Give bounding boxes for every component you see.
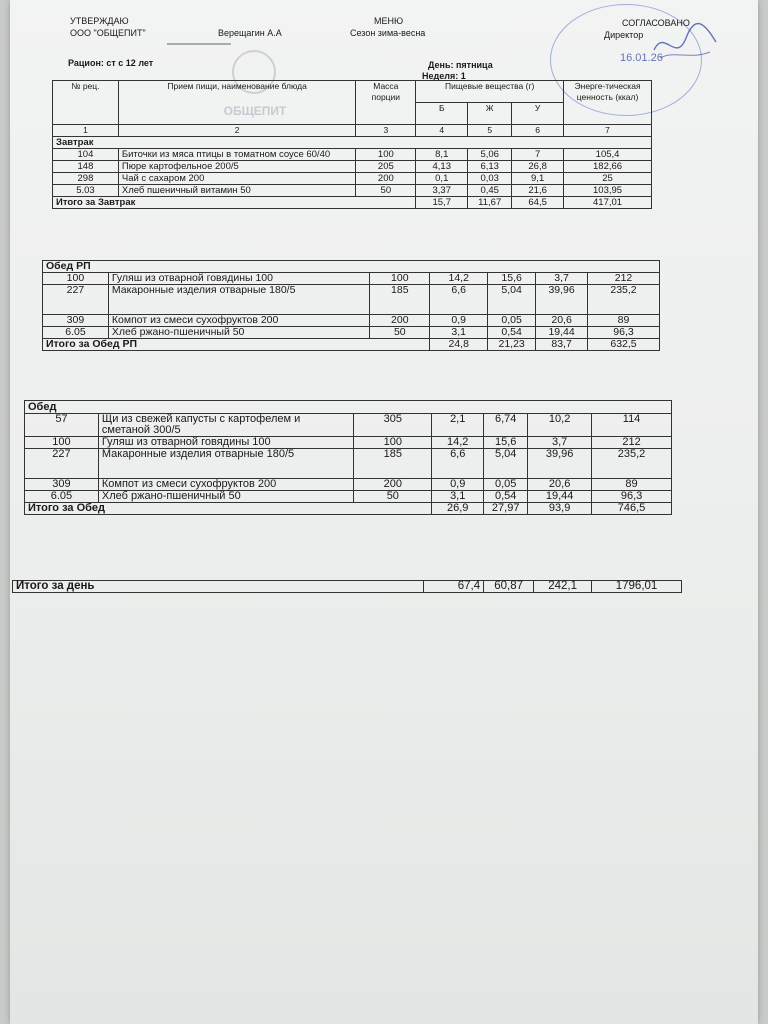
protein: 6,6 (432, 449, 484, 479)
fat: 0,03 (468, 173, 512, 185)
logo-text: ОБЩЕПИТ (223, 104, 287, 118)
total-row (43, 339, 660, 351)
col-header-nutrients: Пищевые вещества (г) (416, 81, 564, 103)
col-number: 3 (356, 125, 416, 137)
carbs: 20,6 (528, 479, 592, 491)
table-row (43, 315, 660, 327)
energy: 235,2 (592, 449, 672, 479)
fat: 0,54 (488, 327, 536, 339)
recipe-num: 309 (25, 479, 99, 491)
carbs: 19,44 (528, 491, 592, 503)
dish-name: Биточки из мяса птицы в томатном соусе 60/40 (118, 149, 356, 161)
recipe-num: 227 (43, 285, 109, 315)
portion-mass: 100 (356, 149, 416, 161)
col-header-energy: Энерге-тическая ценность (ккал) (564, 81, 652, 125)
portion-mass: 305 (354, 414, 432, 437)
recipe-num: 298 (53, 173, 119, 185)
dish-name: Хлеб пшеничный витамин 50 (118, 185, 356, 197)
dish-name: Чай с сахаром 200 (118, 173, 356, 185)
day-total-carbs: 242,1 (534, 581, 592, 593)
dish-name: Макаронные изделия отварные 180/5 (108, 285, 369, 315)
day-total-table (12, 580, 682, 593)
dish-name: Хлеб ржано-пшеничный 50 (98, 491, 354, 503)
portion-mass: 100 (354, 437, 432, 449)
energy: 235,2 (588, 285, 660, 315)
protein: 3,1 (432, 491, 484, 503)
recipe-num: 100 (25, 437, 99, 449)
day: День: пятница (428, 60, 493, 70)
total-label: Итого за Завтрак (53, 197, 416, 209)
energy: 105,4 (564, 149, 652, 161)
approved-org: ООО "ОБЩЕПИТ" (70, 28, 146, 38)
protein: 0,1 (416, 173, 468, 185)
fat: 5,04 (484, 449, 528, 479)
total-row (53, 197, 652, 209)
carbs: 20,6 (536, 315, 588, 327)
recipe-num: 148 (53, 161, 119, 173)
col-header-dish: Прием пищи, наименование блюда (118, 81, 356, 125)
total-energy: 632,5 (588, 339, 660, 351)
section-title-lunch: Обед (25, 401, 672, 414)
energy: 103,95 (564, 185, 652, 197)
season: Сезон зима-весна (350, 28, 426, 38)
carbs: 39,96 (536, 285, 588, 315)
total-energy: 417,01 (564, 197, 652, 209)
dish-name: Компот из смеси сухофруктов 200 (98, 479, 354, 491)
section-title-lunch-rp: Обед РП (43, 261, 660, 273)
table-row (25, 491, 672, 503)
col-number: 4 (416, 125, 468, 137)
fat: 0,54 (484, 491, 528, 503)
table-row (53, 149, 652, 161)
fat: 0,05 (488, 315, 536, 327)
lunch-table (24, 400, 672, 515)
carbs: 19,44 (536, 327, 588, 339)
energy: 89 (592, 479, 672, 491)
section-title-breakfast: Завтрак (53, 137, 652, 149)
col-number: 2 (118, 125, 356, 137)
recipe-num: 227 (25, 449, 99, 479)
energy: 212 (592, 437, 672, 449)
col-header-b: Б (416, 103, 468, 125)
dish-name: Щи из свежей капусты с картофелем и сметаной 300/5 (98, 414, 354, 437)
energy: 212 (588, 273, 660, 285)
table-row (25, 449, 672, 479)
protein: 8,1 (416, 149, 468, 161)
recipe-num: 100 (43, 273, 109, 285)
protein: 2,1 (432, 414, 484, 437)
energy: 182,66 (564, 161, 652, 173)
table-row (43, 273, 660, 285)
dish-name: Хлеб ржано-пшеничный 50 (108, 327, 369, 339)
total-label: Итого за Обед РП (43, 339, 430, 351)
total-fat: 27,97 (484, 503, 528, 515)
portion-mass: 50 (354, 491, 432, 503)
col-number: 7 (564, 125, 652, 137)
total-label: Итого за Обед (25, 503, 432, 515)
protein: 6,6 (430, 285, 488, 315)
col-number: 6 (512, 125, 564, 137)
portion-mass: 205 (356, 161, 416, 173)
table-row (25, 437, 672, 449)
carbs: 7 (512, 149, 564, 161)
protein: 3,1 (430, 327, 488, 339)
recipe-num: 6.05 (43, 327, 109, 339)
col-header-mass: Масса порции (356, 81, 416, 125)
fat: 5,04 (488, 285, 536, 315)
energy: 114 (592, 414, 672, 437)
total-carbs: 64,5 (512, 197, 564, 209)
total-row (13, 581, 682, 593)
carbs: 3,7 (536, 273, 588, 285)
table-row (53, 185, 652, 197)
agreed-role: Директор (604, 30, 644, 40)
lunch-rp-table (42, 260, 660, 351)
total-protein: 15,7 (416, 197, 468, 209)
day-total-fat: 60,87 (484, 581, 534, 593)
recipe-num: 5.03 (53, 185, 119, 197)
portion-mass: 50 (370, 327, 430, 339)
table-row (53, 173, 652, 185)
portion-mass: 200 (354, 479, 432, 491)
total-row (25, 503, 672, 515)
day-total-energy: 1796,01 (592, 581, 682, 593)
portion-mass: 185 (370, 285, 430, 315)
dish-name: Макаронные изделия отварные 180/5 (98, 449, 354, 479)
total-carbs: 83,7 (536, 339, 588, 351)
dish-name: Гуляш из отварной говядины 100 (108, 273, 369, 285)
table-row (43, 285, 660, 315)
carbs: 39,96 (528, 449, 592, 479)
carbs: 10,2 (528, 414, 592, 437)
dish-name: Гуляш из отварной говядины 100 (98, 437, 354, 449)
col-header-u: У (512, 103, 564, 125)
energy: 96,3 (592, 491, 672, 503)
energy: 25 (564, 173, 652, 185)
breakfast-table (52, 80, 652, 209)
col-header-num: № рец. (53, 81, 119, 125)
portion-mass: 100 (370, 273, 430, 285)
col-header-zh: Ж (468, 103, 512, 125)
energy: 96,3 (588, 327, 660, 339)
col-number: 5 (468, 125, 512, 137)
fat: 15,6 (484, 437, 528, 449)
day-total-protein: 67,4 (424, 581, 484, 593)
carbs: 26,8 (512, 161, 564, 173)
menu-document-page (10, 0, 758, 1024)
total-protein: 24,8 (430, 339, 488, 351)
energy: 89 (588, 315, 660, 327)
total-carbs: 93,9 (528, 503, 592, 515)
total-fat: 21,23 (488, 339, 536, 351)
approved-title: УТВЕРЖДАЮ (70, 16, 129, 26)
agreed-title: СОГЛАСОВАНО (622, 18, 690, 28)
fat: 0,05 (484, 479, 528, 491)
dish-name: Пюре картофельное 200/5 (118, 161, 356, 173)
protein: 4,13 (416, 161, 468, 173)
day-total-label: Итого за день (13, 581, 424, 593)
total-fat: 11,67 (468, 197, 512, 209)
recipe-num: 309 (43, 315, 109, 327)
fat: 15,6 (488, 273, 536, 285)
protein: 0,9 (430, 315, 488, 327)
total-protein: 26,9 (432, 503, 484, 515)
fat: 6,13 (468, 161, 512, 173)
table-row (43, 327, 660, 339)
total-energy: 746,5 (592, 503, 672, 515)
recipe-num: 57 (25, 414, 99, 437)
ration: Рацион: ст с 12 лет (68, 58, 154, 68)
portion-mass: 200 (370, 315, 430, 327)
protein: 0,9 (432, 479, 484, 491)
menu-title: МЕНЮ (374, 16, 404, 26)
table-row (53, 161, 652, 173)
dish-name: Компот из смеси сухофруктов 200 (108, 315, 369, 327)
protein: 3,37 (416, 185, 468, 197)
portion-mass: 185 (354, 449, 432, 479)
approved-name: Верещагин А.А (218, 28, 282, 38)
stamp-date: 16.01.26 (620, 52, 663, 64)
recipe-num: 6.05 (25, 491, 99, 503)
table-row (25, 479, 672, 491)
carbs: 21,6 (512, 185, 564, 197)
protein: 14,2 (432, 437, 484, 449)
table-row (25, 414, 672, 437)
fat: 0,45 (468, 185, 512, 197)
protein: 14,2 (430, 273, 488, 285)
carbs: 3,7 (528, 437, 592, 449)
week: Неделя: 1 (422, 71, 466, 81)
portion-mass: 50 (356, 185, 416, 197)
portion-mass: 200 (356, 173, 416, 185)
recipe-num: 104 (53, 149, 119, 161)
fat: 6,74 (484, 414, 528, 437)
fat: 5,06 (468, 149, 512, 161)
col-number: 1 (53, 125, 119, 137)
carbs: 9,1 (512, 173, 564, 185)
